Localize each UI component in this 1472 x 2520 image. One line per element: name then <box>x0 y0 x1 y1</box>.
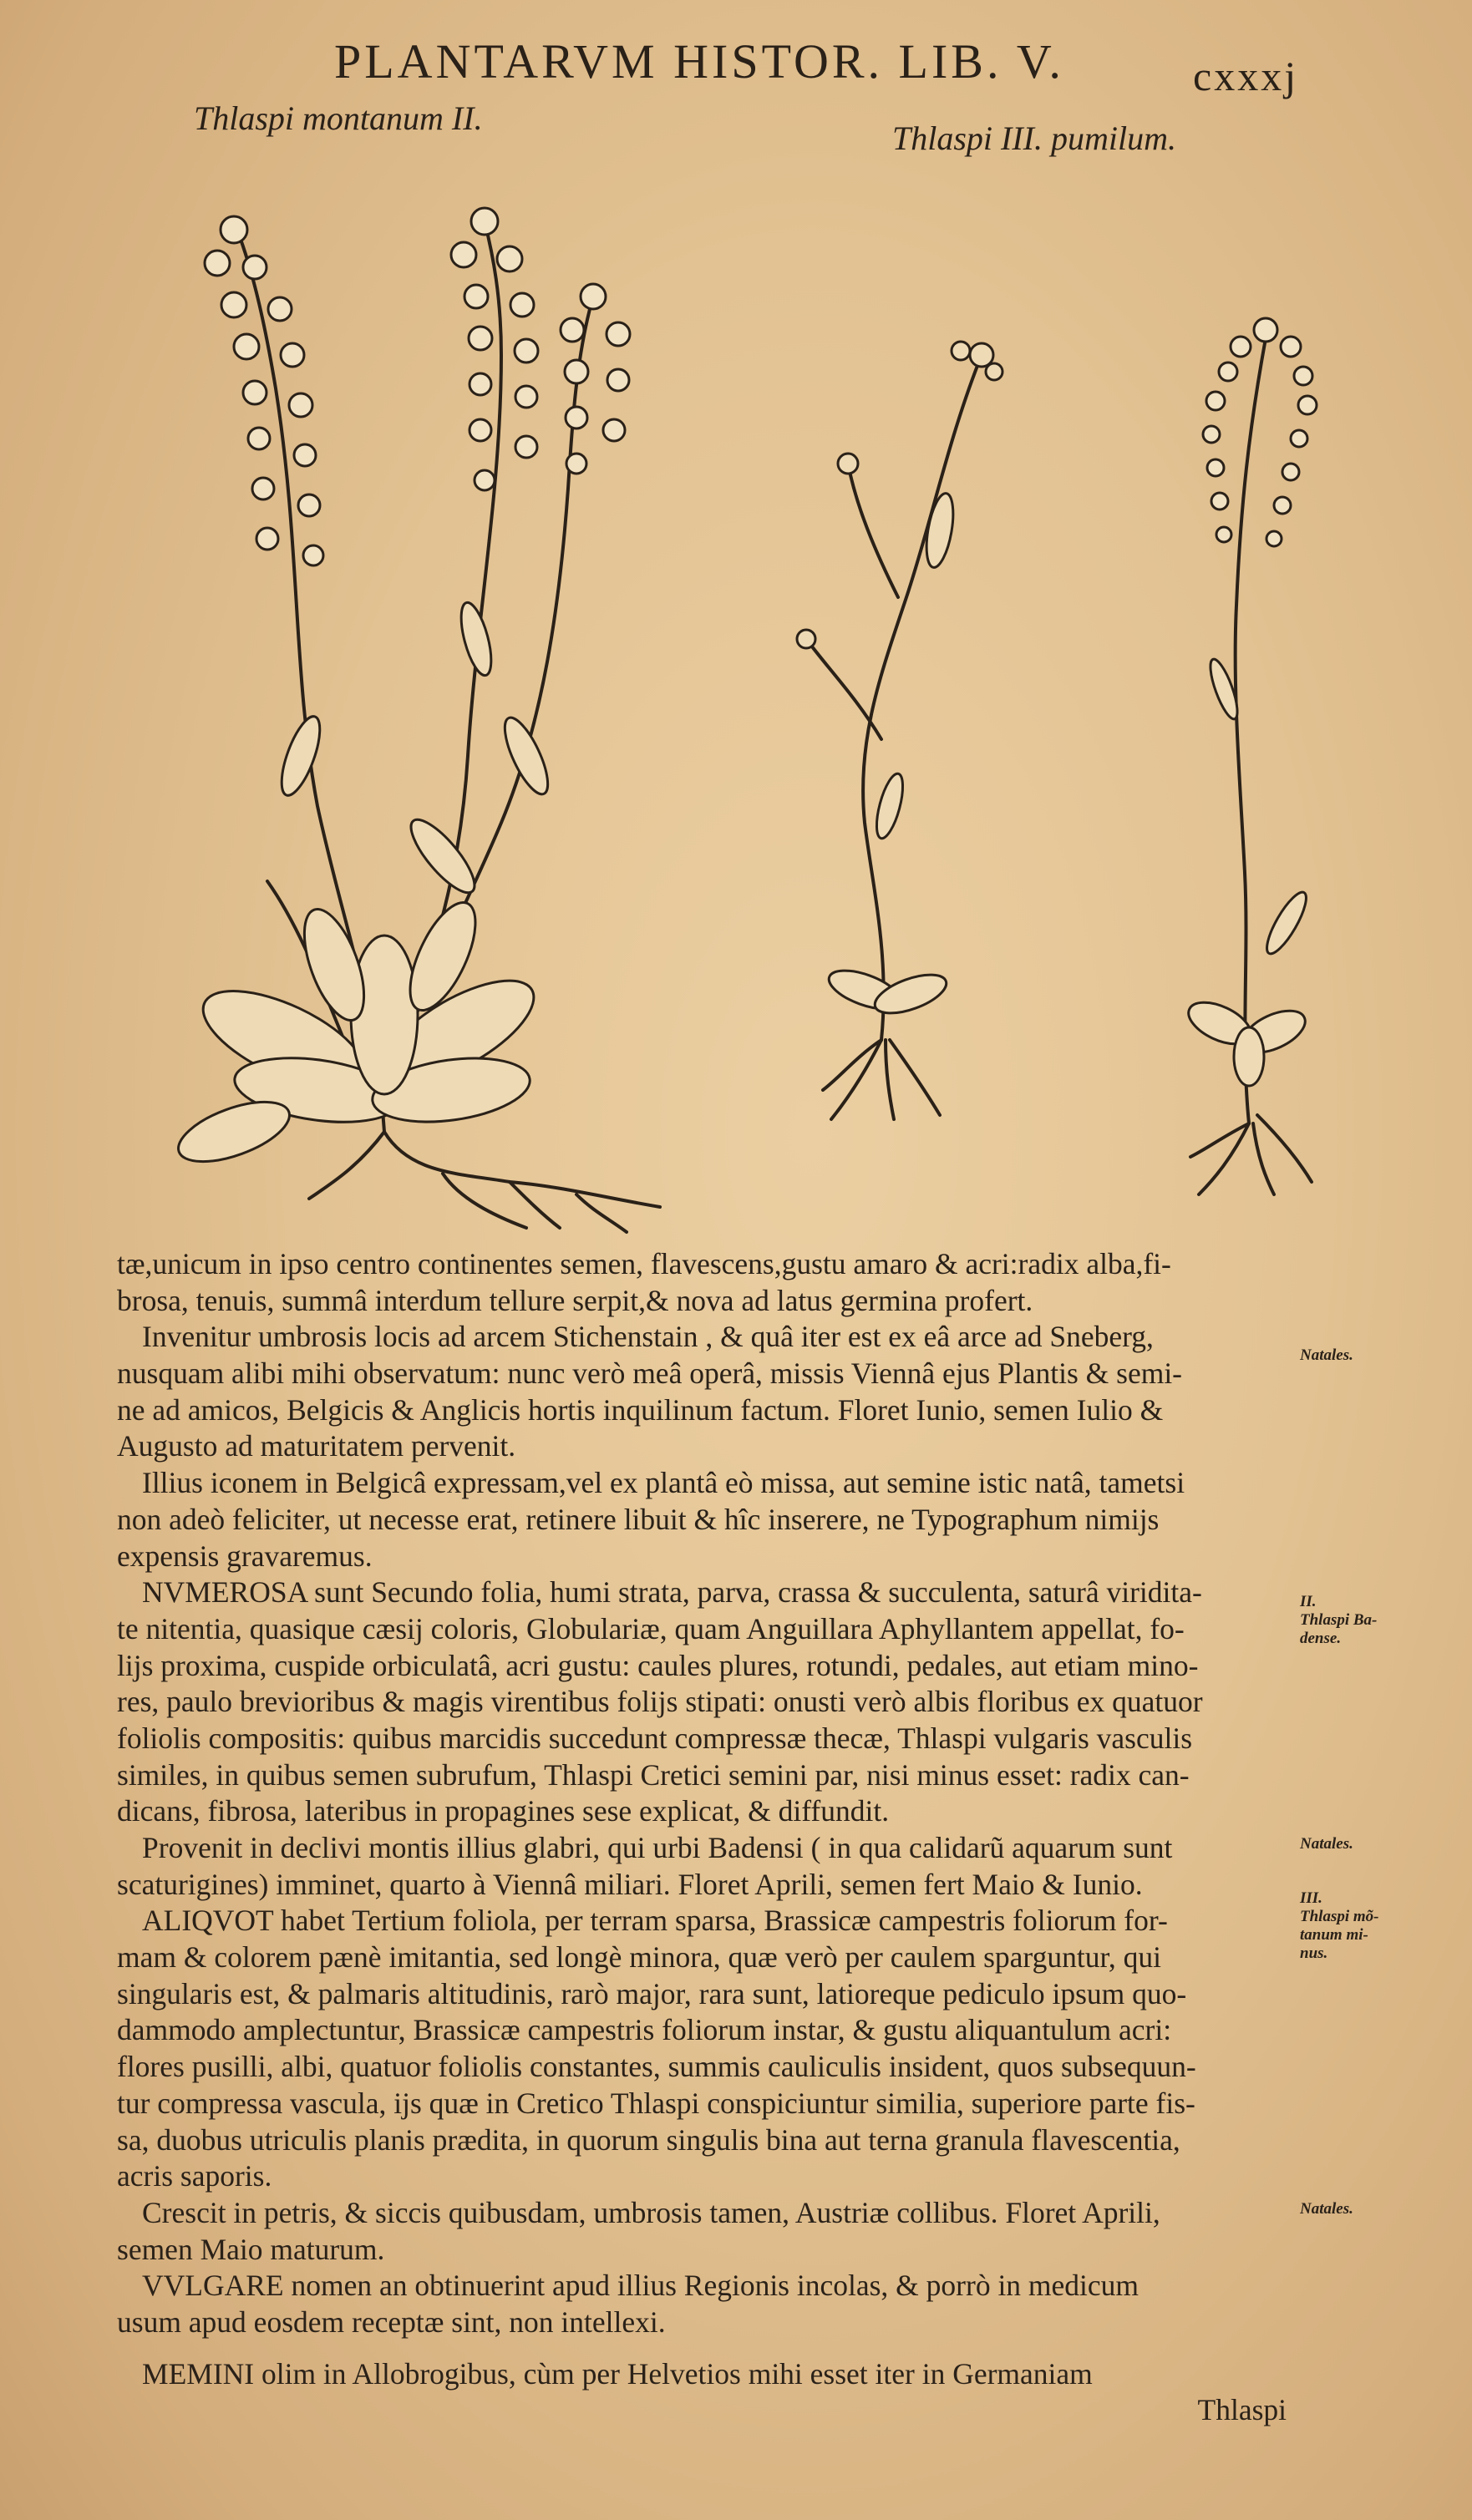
text-line: VVLGARE nomen an obtinuerint apud illius Regionis incolas, & porrò in medicum <box>142 2269 1140 2303</box>
text-line: ALIQVOT habet Tertium foliola, per terram sparsa, Brassicæ campestris foliorum for- <box>142 1904 1168 1938</box>
margin-note-natales: Natales. <box>1300 1346 1353 1364</box>
text-line: Augusto ad maturitatem pervenit. <box>117 1429 516 1463</box>
text-line: mam & colorem pænè imitantia, sed longè minora, quæ verò per caulem sparguntur, qui <box>117 1940 1161 1975</box>
text-line: expensis gravaremus. <box>117 1539 373 1573</box>
text-line: dammodo amplectuntur, Brassicæ campestris foliorum instar, & gustu aliquantulum acri: <box>117 2013 1172 2047</box>
margin-note-name: Thlaspi Ba- <box>1300 1611 1378 1629</box>
margin-note-natales: Natales. <box>1300 2200 1353 2218</box>
text-line: semen Maio maturum. <box>117 2232 385 2266</box>
text-line: sa, duobus utriculis planis prædita, in quorum singulis bina aut terna granula flavescentia, <box>117 2122 1180 2157</box>
woodcut-thlaspi-pumilum-b <box>1124 288 1383 1199</box>
woodcut-thlaspi-pumilum-a <box>773 322 1032 1123</box>
text-line: flores pusilli, albi, quatuor foliolis constantes, summis cauliculis insident, quos subsequun- <box>117 2050 1196 2084</box>
margin-note-name: Thlaspi mõ- <box>1300 1908 1379 1925</box>
text-line: tæ,unicum in ipso centro continentes semen, flavescens,gustu amaro & acri:radix alba,fi- <box>117 1247 1171 1280</box>
margin-note-name: dense. <box>1300 1630 1342 1647</box>
text-line: usum apud eosdem receptæ sint, non intellexi. <box>117 2305 666 2339</box>
text-line: ne ad amicos, Belgicis & Anglicis hortis inquilinum factum. Floret Iunio, semen Iulio & <box>117 1392 1164 1427</box>
caption-thlaspi-montanum: Thlaspi montanum II. <box>194 99 483 137</box>
text-line: NVMEROSA sunt Secundo folia, humi strata, parva, crassa & succulenta, saturâ viridita- <box>142 1575 1202 1610</box>
text-line: similes, in quibus semen subrufum, Thlaspi Cretici semini par, nisi minus esset: radix can- <box>117 1757 1190 1792</box>
text-line: foliolis compositis: quibus marcidis succedunt compressæ thecæ, Thlaspi vulgaris vasculis <box>117 1721 1193 1755</box>
text-line: MEMINI olim in Allobrogibus, cùm per Helvetios mihi esset iter in Germaniam <box>142 2356 1093 2391</box>
folio-number: cxxxj <box>1193 53 1299 99</box>
text-line: Invenitur umbrosis locis ad arcem Stichenstain , & quâ iter est ex eâ arce ad Sneberg, <box>142 1320 1154 1354</box>
text-line: Illius iconem in Belgicâ expressam,vel ex plantâ eò missa, aut semine istic natâ, tametsi <box>142 1466 1185 1500</box>
text-line: Crescit in petris, & siccis quibusdam, umbrosis tamen, Austriæ collibus. Floret Aprili, <box>142 2195 1160 2229</box>
margin-note-name: nus. <box>1300 1945 1328 1962</box>
text-line: Provenit in declivi montis illius glabri, qui urbi Badensi ( in qua calidarũ aquarum sunt <box>142 1831 1173 1864</box>
body-text <box>117 1246 1295 2429</box>
text-line: scaturigines) imminet, quarto à Viennâ miliari. Floret Aprili, semen fert Maio & Iunio. <box>117 1867 1143 1901</box>
text-line: tur compressa vascula, ijs quæ in Cretico Thlaspi conspiciuntur similia, superiore parte fis- <box>117 2086 1195 2120</box>
running-head: PLANTARVM HISTOR. LIB. V. <box>334 34 1064 89</box>
text-line: lijs proxima, cuspide orbiculatâ, acri gustu: caules plures, rotundi, pedales, aut etiam mino- <box>117 1648 1199 1682</box>
margin-note-natales: Natales. <box>1300 1835 1353 1853</box>
margin-note-name: tanum mi- <box>1300 1926 1368 1944</box>
margin-note-numeral: II. <box>1300 1593 1317 1610</box>
text-line: dicans, fibrosa, lateribus in propagines sese explicat, & diffundit. <box>117 1794 890 1828</box>
text-line: singularis est, & palmaris altitudinis, rarò major, rara sunt, latioreque pediculo ipsum quo- <box>117 1976 1187 2010</box>
text-line: brosa, tenuis, summâ interdum tellure serpit,& nova ad latus germina profert. <box>117 1283 1033 1317</box>
woodcut-thlaspi-montanum <box>109 171 677 1236</box>
text-line: res, paulo brevioribus & magis virentibus folijs stipati: onusti verò albis floribus ex quatuor <box>117 1685 1203 1719</box>
text-line: te nitentia, quasique cæsij coloris, Globulariæ, quam Anguillara Aphyllantem appellat, fo- <box>117 1611 1185 1645</box>
caption-thlaspi-pumilum: Thlaspi III. pumilum. <box>892 119 1176 157</box>
text-line: nusquam alibi mihi observatum: nunc verò meâ operâ, missis Viennâ ejus Plantis & semi- <box>117 1356 1183 1391</box>
text-line: non adeò feliciter, ut necesse erat, retinere libuit & hîc inserere, ne Typographum nimijs <box>117 1502 1160 1536</box>
catchword: Thlaspi <box>1197 2393 1287 2427</box>
margin-note-numeral: III. <box>1300 1889 1322 1907</box>
text-line: acris saporis. <box>117 2159 272 2193</box>
